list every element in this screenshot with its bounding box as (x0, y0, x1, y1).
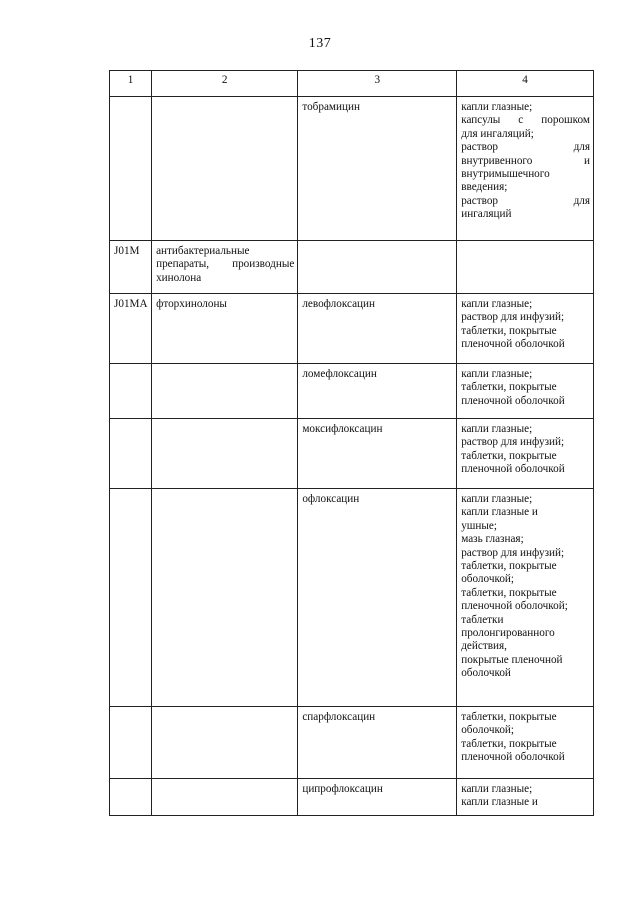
table-row (110, 489, 594, 707)
atc-code-cell (110, 97, 152, 241)
dosage-form-line (461, 520, 590, 533)
dosage-form-line (461, 195, 590, 208)
header-col-1: 1 (110, 71, 152, 97)
dosage-form-line (461, 311, 590, 324)
dosage-form-text: капли глазные и (461, 796, 538, 809)
dosage-form-line (461, 114, 590, 127)
dosage-form-text: оболочкой; (461, 573, 515, 586)
dosage-form-line (461, 181, 590, 194)
drug-name-cell: ципрофлоксацин (298, 779, 457, 816)
group-line (156, 245, 294, 258)
dosage-form-text: капли глазные; (461, 423, 533, 435)
dosage-forms-cell (457, 419, 594, 489)
dosage-form-line (461, 547, 590, 560)
drug-name-cell: офлоксацин (298, 489, 457, 707)
dosage-form-line (461, 155, 590, 168)
dosage-forms-cell (457, 294, 594, 364)
atc-code-cell (110, 364, 152, 419)
group-line (156, 258, 294, 271)
table-body (110, 97, 594, 816)
dosage-forms-cell (457, 779, 594, 816)
dosage-form-text: таблетки, покрытые (461, 381, 557, 394)
header-col-2: 2 (152, 71, 298, 97)
table-row (110, 419, 594, 489)
table-row (110, 97, 594, 241)
dosage-form-text: внутримышечного (461, 168, 550, 181)
dosage-form-text: капли глазные; (461, 368, 533, 380)
group-cell (152, 241, 298, 294)
table-row (110, 707, 594, 779)
dosage-form-text: таблетки, покрытые (461, 737, 557, 750)
dosage-form-text: раствор для инфузий; (461, 436, 565, 449)
table-row (110, 294, 594, 364)
dosage-form-line (461, 368, 590, 381)
dosage-forms-cell (457, 241, 594, 294)
table-row (110, 779, 594, 816)
dosage-forms-cell (457, 489, 594, 707)
atc-code-cell: J01M (110, 241, 152, 294)
dosage-form-line (461, 627, 590, 640)
drug-name-cell (298, 241, 457, 294)
dosage-form-line (461, 436, 590, 449)
dosage-form-line (461, 208, 590, 221)
dosage-form-text: таблетки, покрытые (461, 560, 557, 573)
group-text: фторхинолоны (156, 298, 227, 310)
group-text: препараты, (156, 258, 210, 271)
dosage-form-line (461, 381, 590, 394)
dosage-form-line (461, 711, 590, 724)
dosage-forms-cell (457, 707, 594, 779)
atc-code-cell (110, 707, 152, 779)
dosage-form-line (461, 614, 590, 627)
dosage-form-line (461, 654, 590, 667)
dosage-form-text: таблетки, покрытые (461, 449, 557, 462)
dosage-form-text: таблетки (461, 613, 504, 626)
atc-code-cell (110, 779, 152, 816)
dosage-form-text: капсулы (461, 114, 501, 127)
dosage-form-text: капли глазные; (461, 101, 533, 113)
dosage-form-text: внутривенного (461, 154, 533, 167)
drug-name-cell: спарфлоксацин (298, 707, 457, 779)
group-cell (152, 779, 298, 816)
dosage-form-line (461, 168, 590, 181)
dosage-form-line (461, 395, 590, 408)
group-cell (152, 419, 298, 489)
dosage-form-text: капли глазные и (461, 506, 538, 519)
group-cell (152, 97, 298, 241)
dosage-form-text: покрытые пленочной (461, 653, 563, 666)
dosage-form-line (461, 738, 590, 751)
dosage-form-text: пленочной оболочкой (461, 751, 565, 764)
dosage-form-line (461, 128, 590, 141)
dosage-form-text: для (573, 141, 590, 154)
drug-name-cell: левофлоксацин (298, 294, 457, 364)
group-cell (152, 364, 298, 419)
dosage-form-text: оболочкой (461, 667, 511, 680)
dosage-form-text: пленочной оболочкой (461, 394, 565, 407)
group-cell (152, 489, 298, 707)
dosage-form-line (461, 325, 590, 338)
dosage-form-text: раствор (461, 141, 499, 154)
atc-code-cell (110, 489, 152, 707)
group-cell (152, 294, 298, 364)
dosage-form-text: мазь глазная; (461, 533, 524, 546)
group-cell (152, 707, 298, 779)
header-row (110, 71, 594, 97)
dosage-form-line (461, 141, 590, 154)
atc-code-cell: J01MA (110, 294, 152, 364)
dosage-form-line (461, 298, 590, 311)
dosage-form-text: капли глазные; (461, 298, 533, 310)
dosage-form-line (461, 600, 590, 613)
dosage-form-line (461, 493, 590, 506)
dosage-form-text: для ингаляций; (461, 127, 534, 140)
dosage-form-line (461, 338, 590, 351)
dosage-form-text: пленочной оболочкой; (461, 600, 568, 613)
dosage-form-line (461, 667, 590, 680)
drug-name-cell: тобрамицин (298, 97, 457, 241)
dosage-form-text: пролонгированного (461, 627, 555, 640)
dosage-form-line (461, 533, 590, 546)
dosage-form-line (461, 423, 590, 436)
page-number: 137 (308, 36, 332, 51)
dosage-form-line (461, 560, 590, 573)
dosage-form-text: и (584, 154, 590, 167)
dosage-form-text: раствор (461, 194, 499, 207)
drug-name-cell: моксифлоксацин (298, 419, 457, 489)
drug-name-cell: ломефлоксацин (298, 364, 457, 419)
dosage-form-line (461, 783, 590, 796)
dosage-form-line (461, 101, 590, 114)
group-text: производные (232, 258, 295, 271)
dosage-form-text: раствор для инфузий; (461, 311, 565, 324)
header-col-3: 3 (298, 71, 457, 97)
drug-table (109, 70, 594, 816)
dosage-form-text: ушные; (461, 519, 497, 532)
dosage-form-text: таблетки, покрытые (461, 586, 557, 599)
dosage-form-line (461, 751, 590, 764)
group-text: хинолона (156, 271, 202, 284)
dosage-form-text: оболочкой; (461, 724, 515, 737)
dosage-form-text: раствор для инфузий; (461, 546, 565, 559)
dosage-form-line (461, 724, 590, 737)
dosage-form-text: действия, (461, 640, 507, 653)
dosage-form-text: введения; (461, 181, 508, 194)
header-col-4: 4 (457, 71, 594, 97)
dosage-form-text: таблетки, покрытые (461, 711, 557, 723)
dosage-form-line (461, 587, 590, 600)
atc-code-cell (110, 419, 152, 489)
group-line (156, 272, 294, 285)
dosage-forms-cell (457, 97, 594, 241)
dosage-form-text: пленочной оболочкой (461, 338, 565, 351)
dosage-form-line (461, 450, 590, 463)
table-row (110, 241, 594, 294)
dosage-form-text: порошком (541, 114, 590, 127)
dosage-form-line (461, 796, 590, 809)
group-line (156, 298, 294, 311)
dosage-form-text: для (573, 194, 590, 207)
table-row (110, 364, 594, 419)
dosage-form-text: пленочной оболочкой (461, 463, 565, 476)
dosage-form-text: капли глазные; (461, 783, 533, 795)
dosage-form-text: ингаляций (461, 208, 512, 221)
dosage-form-text: таблетки, покрытые (461, 324, 557, 337)
dosage-form-text: с (518, 114, 524, 127)
dosage-forms-cell (457, 364, 594, 419)
dosage-form-line (461, 573, 590, 586)
group-text: антибактериальные (156, 245, 250, 257)
dosage-form-text: капли глазные; (461, 493, 533, 505)
dosage-form-line (461, 463, 590, 476)
dosage-form-line (461, 506, 590, 519)
dosage-form-line (461, 640, 590, 653)
